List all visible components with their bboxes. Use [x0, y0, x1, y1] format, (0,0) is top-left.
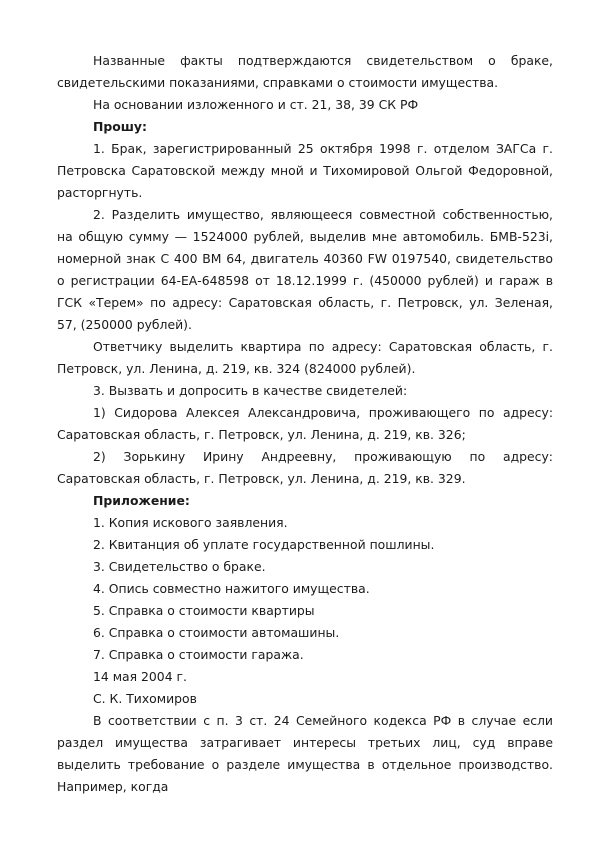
paragraph-respondent-share: Ответчику выделить квартира по адресу: Саратовская область, г. Петровск, ул. Ленина, д. 219, кв. 324 (824000 рублей).: [57, 339, 553, 376]
paragraph-commentary: В соответствии с п. 3 ст. 24 Семейного кодекса РФ в случае если раздел имущества затрагивает интересы третьих лиц, суд вправе выделить требование о разделе имущества в отдельное производство. Например, когда: [57, 713, 553, 794]
appendix-item: 3. Свидетельство о браке.: [93, 559, 266, 574]
appendix-item: 4. Опись совместно нажитого имущества.: [93, 581, 370, 596]
document-page: [57, 50, 553, 798]
appendix-item: 6. Справка о стоимости автомашины.: [93, 625, 340, 640]
document-date: 14 мая 2004 г.: [93, 669, 187, 684]
appendix-item: 2. Квитанция об уплате государственной пошлины.: [93, 537, 435, 552]
appendix-item: 5. Справка о стоимости квартиры: [93, 603, 315, 618]
paragraph-witnesses-request: 3. Вызвать и допросить в качестве свидетелей:: [93, 383, 408, 398]
paragraph-facts: Названные факты подтверждаются свидетельством о браке, свидетельскими показаниями, справками о стоимости имущества.: [57, 53, 553, 90]
paragraph-legal-basis: На основании изложенного и ст. 21, 38, 39 СК РФ: [93, 97, 419, 112]
paragraph-witness-2: 2) Зорькину Ирину Андреевну, проживающую по адресу: Саратовская область, г. Петровск, ул. Ленина, д. 219, кв. 329.: [57, 449, 553, 486]
heading-request: Прошу:: [93, 119, 147, 134]
signature: С. К. Тихомиров: [93, 691, 197, 706]
heading-appendix: Приложение:: [93, 493, 190, 508]
paragraph-witness-1: 1) Сидорова Алексея Александровича, проживающего по адресу: Саратовская область, г. Петровск, ул. Ленина, д. 219, кв. 326;: [57, 405, 553, 442]
appendix-item: 1. Копия искового заявления.: [93, 515, 288, 530]
paragraph-property-division: 2. Разделить имущество, являющееся совместной собственностью, на общую сумму — 1524000 рублей, выделив мне автомобиль. БМВ-523i, номерной знак С 400 ВМ 64, двигатель 40360 FW 0197540, свидетельство о регистрации 64-ЕА-648598 от 18.12.1999 г. (450000 рублей) и гараж в ГСК «Терем» по адресу: Саратовская область, г. Петровск, ул. Зеленая, 57, (250000 рублей).: [57, 207, 553, 332]
paragraph-divorce-request: 1. Брак, зарегистрированный 25 октября 1998 г. отделом ЗАГСа г. Петровска Саратовской между мной и Тихомировой Ольгой Федоровной, расторгнуть.: [57, 141, 553, 200]
appendix-item: 7. Справка о стоимости гаража.: [93, 647, 304, 662]
